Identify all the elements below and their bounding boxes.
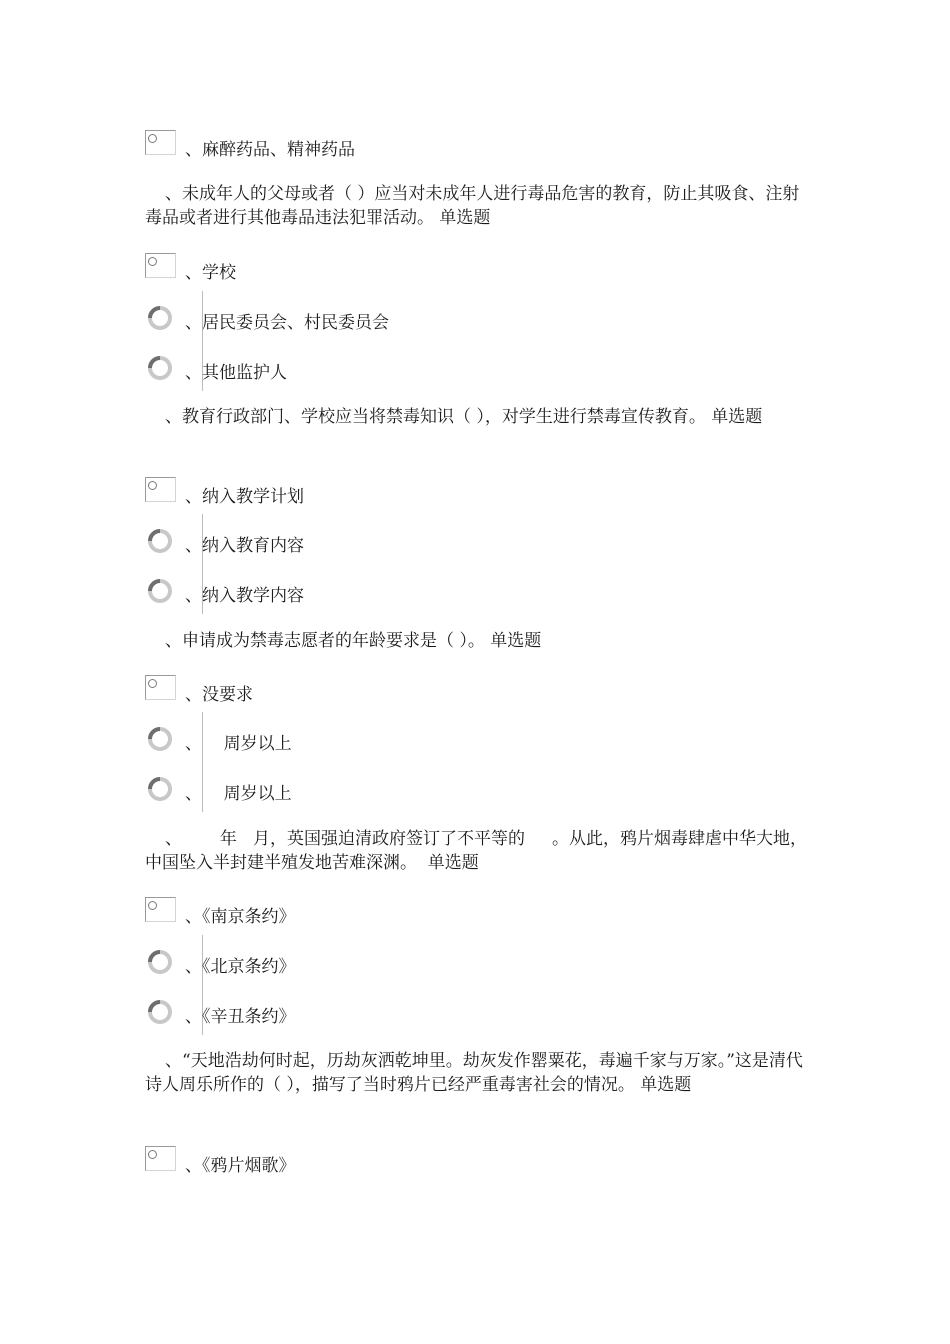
- option-label: 、 周岁以上: [185, 734, 292, 754]
- question-prompt: 、“天地浩劫何时起，历劫灰洒乾坤里。劫灰发作罂粟花，毒遍千家与万家。”这是清代诗人周乐所作的（ ），描写了当时鸦片已经严重毒害社会的情况。 单选题: [145, 1051, 803, 1095]
- radio-box-icon[interactable]: [145, 1146, 176, 1171]
- option-label: 、《北京条约》: [185, 957, 296, 977]
- option-q4-c[interactable]: [145, 1005, 745, 1041]
- option-label: 、《辛丑条约》: [185, 1007, 296, 1027]
- option-q4-b[interactable]: [145, 955, 745, 991]
- option-q0-a[interactable]: [145, 138, 745, 174]
- option-label: 、《南京条约》: [185, 907, 296, 927]
- radio-box-icon[interactable]: [145, 130, 176, 155]
- radio-ring-icon[interactable]: [145, 526, 175, 556]
- question-prompt: 、申请成为禁毒志愿者的年龄要求是（ ）。 单选题: [165, 631, 542, 651]
- option-label: 、纳入教学内容: [185, 586, 304, 606]
- option-label: 、纳入教学计划: [185, 487, 304, 507]
- radio-ring-icon[interactable]: [145, 576, 175, 606]
- option-label: 、没要求: [185, 685, 253, 705]
- option-label: 、《鸦片烟歌》: [185, 1156, 296, 1176]
- option-q4-a[interactable]: [145, 905, 745, 941]
- option-label: 、 周岁以上: [185, 784, 292, 804]
- option-label: 、麻醉药品、精神药品: [185, 140, 355, 160]
- radio-ring-icon[interactable]: [145, 774, 175, 804]
- option-q2-b[interactable]: [145, 534, 745, 570]
- option-label: 、其他监护人: [185, 363, 287, 383]
- option-q2-c[interactable]: [145, 584, 745, 620]
- radio-ring-icon[interactable]: [145, 303, 175, 333]
- option-q3-b[interactable]: [145, 732, 745, 768]
- option-q5-a[interactable]: [145, 1154, 745, 1190]
- question-prompt: 、未成年人的父母或者（ ）应当对未成年人进行毒品危害的教育，防止其吸食、注射毒品或者进行其他毒品违法犯罪活动。 单选题: [145, 184, 800, 228]
- radio-ring-icon[interactable]: [145, 997, 175, 1027]
- radio-ring-icon[interactable]: [145, 353, 175, 383]
- option-label: 、纳入教育内容: [185, 536, 304, 556]
- radio-box-icon[interactable]: [145, 897, 176, 922]
- radio-box-icon[interactable]: [145, 675, 176, 700]
- option-q1-c[interactable]: [145, 361, 745, 397]
- radio-ring-icon[interactable]: [145, 947, 175, 977]
- option-q1-a[interactable]: [145, 261, 745, 297]
- option-q3-a[interactable]: [145, 683, 745, 719]
- option-label: 、学校: [185, 263, 236, 283]
- radio-box-icon[interactable]: [145, 477, 176, 502]
- option-label: 、居民委员会、村民委员会: [185, 313, 389, 333]
- radio-ring-icon[interactable]: [145, 724, 175, 754]
- option-q2-a[interactable]: [145, 485, 745, 521]
- option-q1-b[interactable]: [145, 311, 745, 347]
- option-q3-c[interactable]: [145, 782, 745, 818]
- radio-box-icon[interactable]: [145, 253, 176, 278]
- question-prompt: 、 年 月，英国强迫清政府签订了不平等的 。从此，鸦片烟毒肆虐中华大地，中国坠入半封建半殖发地苦难深渊。 单选题: [145, 829, 808, 873]
- question-prompt: 、教育行政部门、学校应当将禁毒知识（ ），对学生进行禁毒宣传教育。 单选题: [165, 407, 763, 427]
